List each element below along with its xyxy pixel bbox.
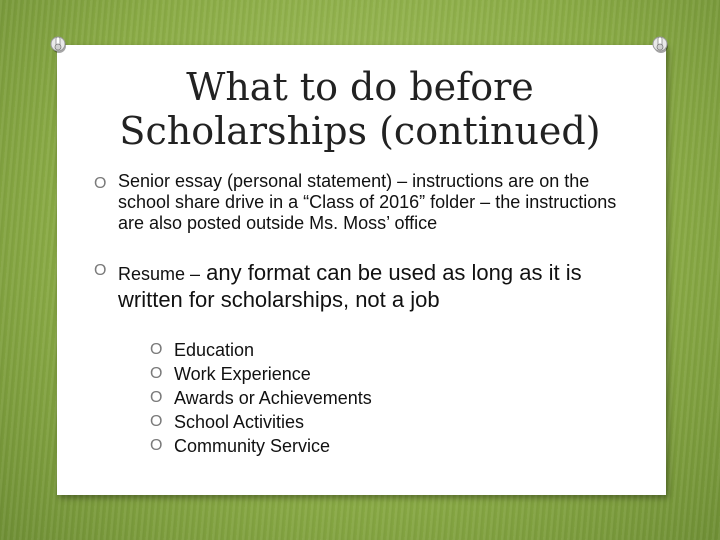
bullet-marker: O xyxy=(150,437,163,454)
bullet-marker: O xyxy=(150,389,163,406)
bullet-marker: O xyxy=(94,262,107,279)
slide-title-line-2: Scholarships (continued) xyxy=(119,109,601,153)
resume-sections-list xyxy=(150,338,372,458)
slide-title xyxy=(60,65,660,153)
slide-title-line-1: What to do before xyxy=(186,65,534,109)
pushpin-icon xyxy=(649,33,671,55)
list-item-label: Community Service xyxy=(174,436,331,456)
list-item xyxy=(150,362,372,386)
bullet-senior-essay xyxy=(94,171,638,234)
bullet-marker: O xyxy=(150,365,163,382)
list-item xyxy=(150,338,372,362)
bullet-text: Senior essay (personal statement) – instructions are on the school share drive in a “Class of 2016” folder – the instructions are also posted outside Ms. Moss’ office xyxy=(118,171,617,233)
list-item xyxy=(150,410,372,434)
list-item-label: Awards or Achievements xyxy=(174,388,372,408)
list-item-label: Work Experience xyxy=(174,364,311,384)
bullet-marker: O xyxy=(94,175,107,192)
list-item-label: School Activities xyxy=(174,412,305,432)
bullet-marker: O xyxy=(150,413,163,430)
bullet-body xyxy=(118,260,638,312)
bullet-text: any format can be used as long as it is written for scholarships, not a job xyxy=(118,260,582,312)
list-item xyxy=(150,386,372,410)
bullet-resume xyxy=(94,260,638,312)
bullet-marker: O xyxy=(150,341,163,358)
bullet-lead: Resume – xyxy=(118,264,201,284)
list-item xyxy=(150,434,372,458)
pushpin-icon xyxy=(47,33,69,55)
list-item-label: Education xyxy=(174,340,255,360)
